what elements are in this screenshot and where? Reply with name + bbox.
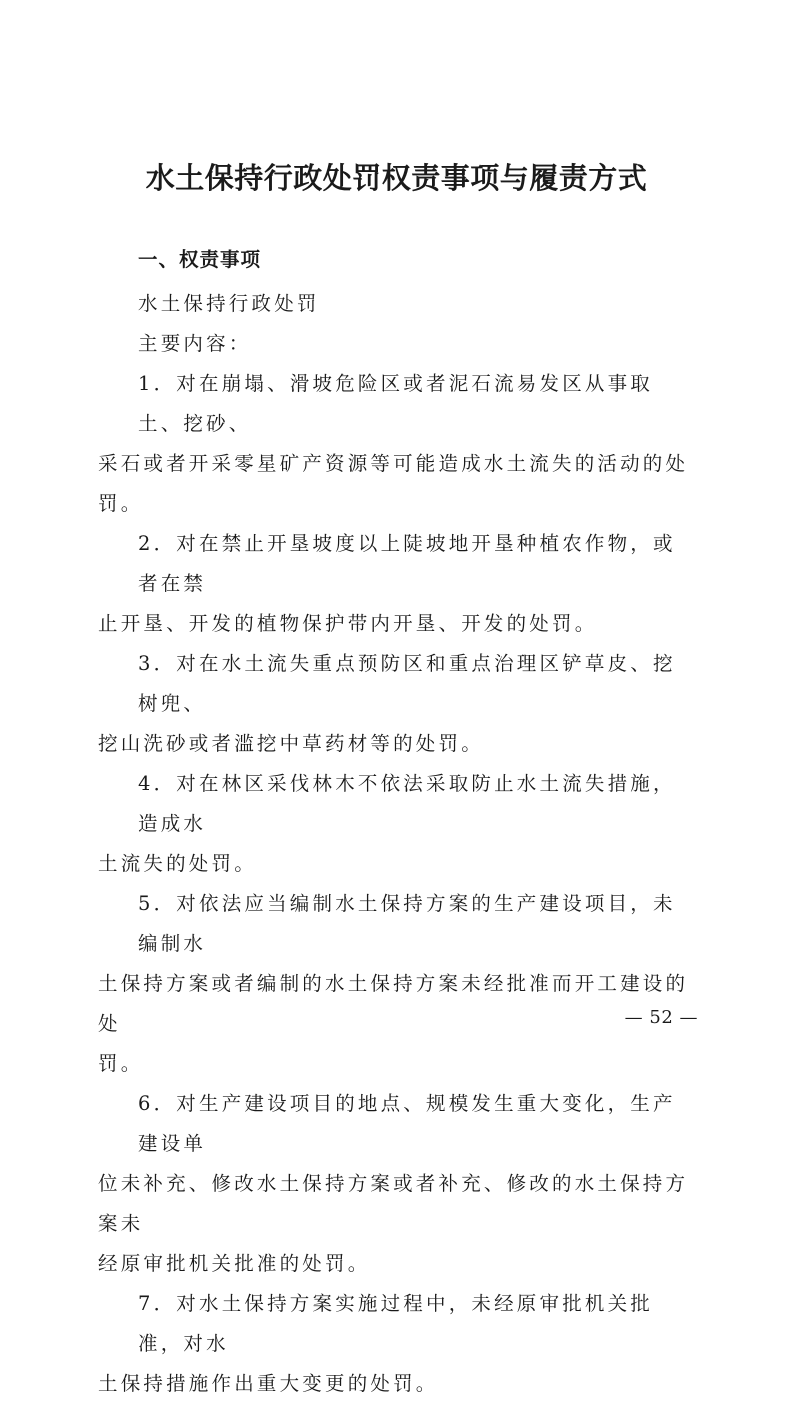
item-line: 位未补充、修改水土保持方案或者补充、修改的水土保持方案未: [98, 1172, 689, 1235]
item-line: 5．对依法应当编制水土保持方案的生产建设项目，未编制水: [138, 892, 676, 955]
list-item-4: [98, 764, 698, 884]
document-body: [98, 244, 698, 1404]
item-line: 采石或者开采零星矿产资源等可能造成水土流失的活动的处罚。: [98, 452, 689, 515]
item-line: 挖山洗砂或者滥挖中草药材等的处罚。: [98, 732, 484, 755]
item-line: 土流失的处罚。: [98, 852, 257, 875]
item-line: 止开垦、开发的植物保护带内开垦、开发的处罚。: [98, 612, 598, 635]
list-item-7: [98, 1284, 698, 1404]
page-number: — 52 —: [624, 1007, 698, 1028]
page-title: 水土保持行政处罚权责事项与履责方式: [145, 161, 648, 195]
item-line: 6．对生产建设项目的地点、规模发生重大变化，生产建设单: [138, 1092, 676, 1155]
item-line: 1．对在崩塌、滑坡危险区或者泥石流易发区从事取土、挖砂、: [138, 372, 654, 435]
item-line: 7．对水土保持方案实施过程中，未经原审批机关批准，对水: [138, 1292, 654, 1355]
list-item-5: [98, 884, 698, 1084]
item-line: 2．对在禁止开垦坡度以上陡坡地开垦种植农作物，或者在禁: [138, 532, 676, 595]
item-line: 罚。: [98, 1052, 144, 1075]
item-line: 经原审批机关批准的处罚。: [98, 1252, 371, 1275]
item-line: 4．对在林区采伐林木不依法采取防止水土流失措施，造成水: [138, 772, 676, 835]
list-item-2: [98, 524, 698, 644]
item-line: 3．对在水土流失重点预防区和重点治理区铲草皮、挖树兜、: [138, 652, 676, 715]
category-text: 水土保持行政处罚: [138, 292, 320, 315]
intro-text: 主要内容：: [138, 332, 252, 355]
list-item-6: [98, 1084, 698, 1284]
section-heading: 一、权责事项: [138, 248, 262, 271]
item-line: 土保持方案或者编制的水土保持方案未经批准而开工建设的处: [98, 972, 689, 1035]
list-item-1: [98, 364, 698, 524]
list-item-3: [98, 644, 698, 764]
item-line: 土保持措施作出重大变更的处罚。: [98, 1372, 439, 1395]
